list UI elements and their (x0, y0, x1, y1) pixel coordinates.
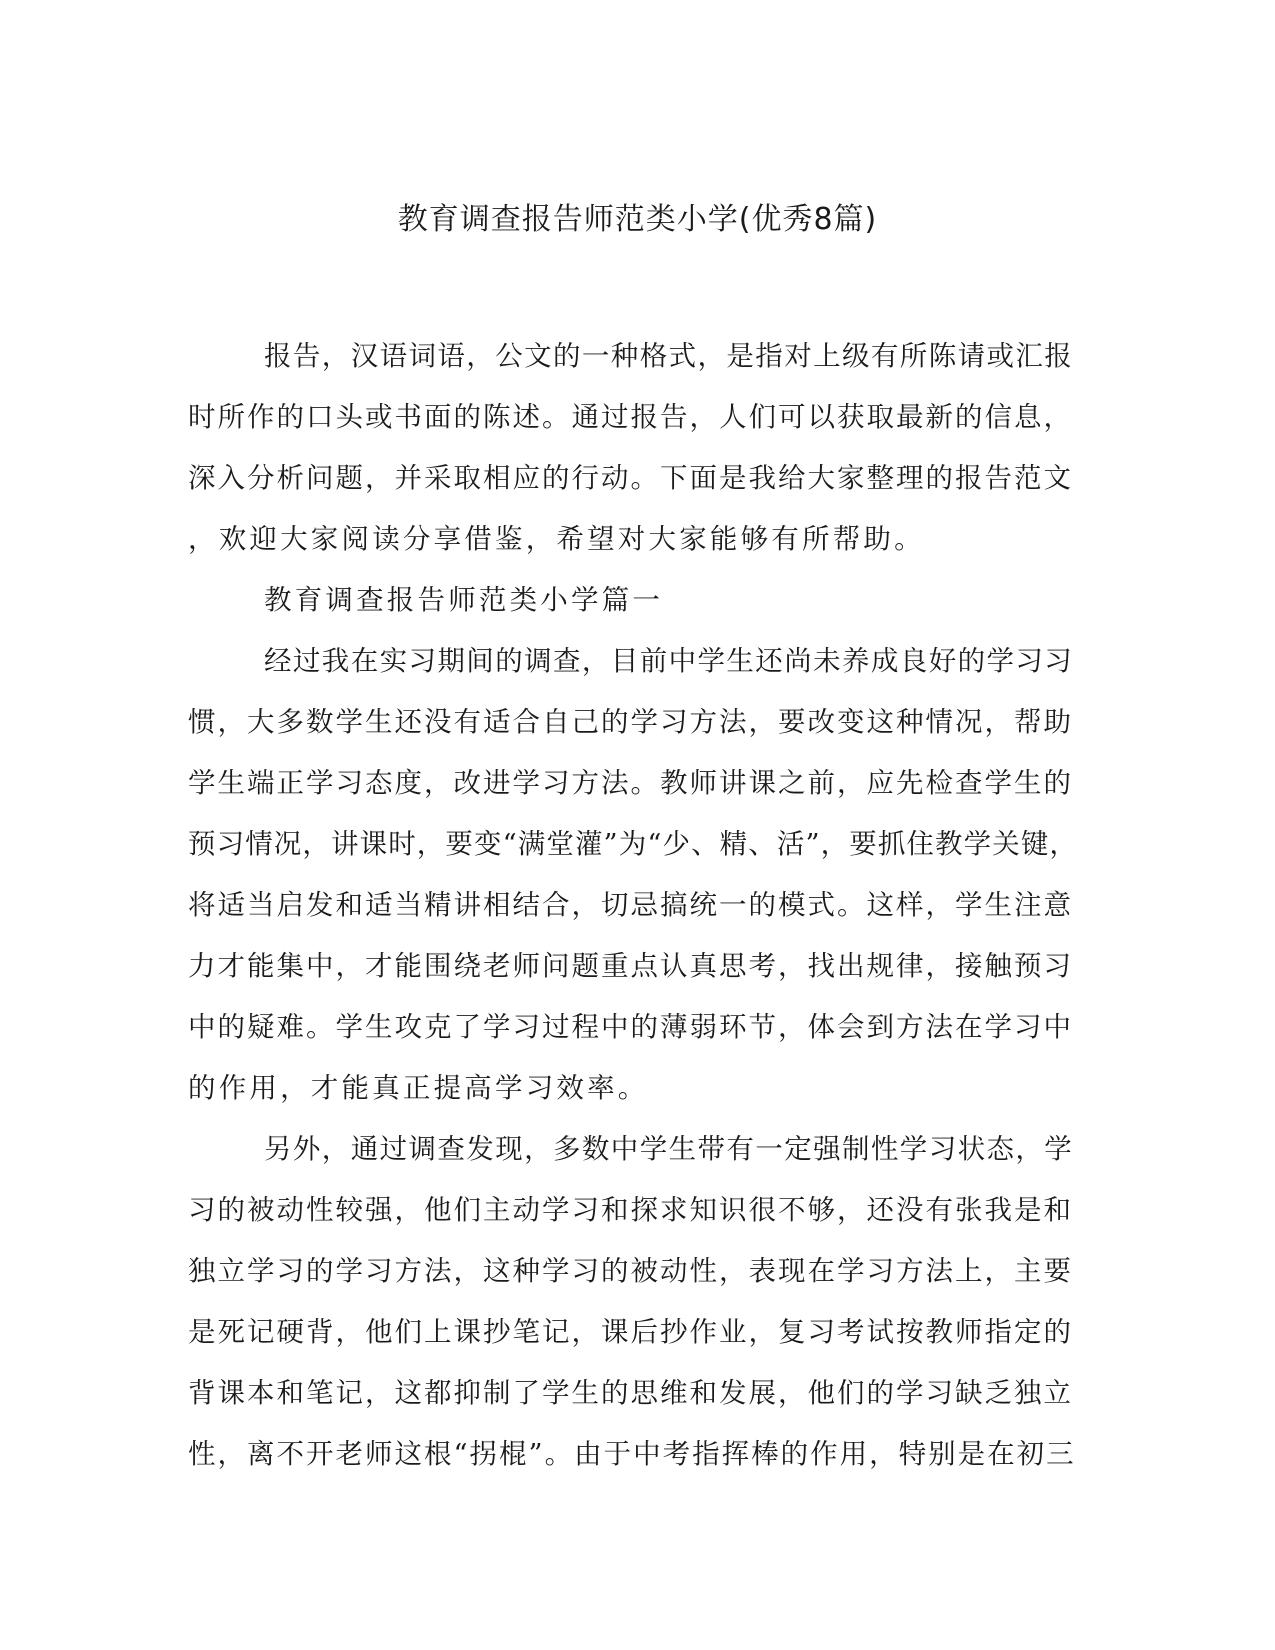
text-line: 是死记硬背，他们上课抄笔记，课后抄作业，复习考试按教师指定的 (188, 1316, 1073, 1348)
document-title: 教育调查报告师范类小学(优秀8篇) (397, 202, 878, 237)
text-line: 力才能集中，才能围绕老师问题重点认真思考，找出规律，接触预习 (188, 950, 1073, 982)
text-line: 性，离不开老师这根“拐棍”。由于中考指挥棒的作用，特别是在初三 (188, 1438, 1076, 1470)
text-line: 另外，通过调查发现，多数中学生带有一定强制性学习状态，学 (264, 1133, 1074, 1165)
text-line: ，欢迎大家阅读分享借鉴，希望对大家能够有所帮助。 (188, 523, 925, 555)
text-line: 教育调查报告师范类小学篇一 (264, 584, 664, 616)
text-line: 时所作的口头或书面的陈述。通过报告，人们可以获取最新的信息， (188, 401, 1073, 433)
text-line: 习的被动性较强，他们主动学习和探求知识很不够，还没有张我是和 (188, 1194, 1073, 1226)
text-line: 学生端正学习态度，改进学习方法。教师讲课之前，应先检查学生的 (188, 767, 1073, 799)
document-body (188, 326, 1081, 1485)
text-line: 独立学习的学习方法，这种学习的被动性，表现在学习方法上，主要 (188, 1255, 1073, 1287)
text-line: 惯，大多数学生还没有适合自己的学习方法，要改变这种情况，帮助 (188, 706, 1073, 738)
text-line: 预习情况，讲课时，要变“满堂灌”为“少、精、活”，要抓住教学关键， (188, 828, 1079, 860)
text-line: 深入分析问题，并采取相应的行动。下面是我给大家整理的报告范文 (188, 462, 1073, 494)
text-line: 经过我在实习期间的调查，目前中学生还尚未养成良好的学习习 (264, 645, 1074, 677)
text-line: 的作用，才能真正提高学习效率。 (188, 1072, 649, 1104)
text-line: 背课本和笔记，这都抑制了学生的思维和发展，他们的学习缺乏独立 (188, 1377, 1073, 1409)
text-line: 将适当启发和适当精讲相结合，切忌搞统一的模式。这样，学生注意 (188, 889, 1073, 921)
text-line: 报告，汉语词语，公文的一种格式，是指对上级有所陈请或汇报 (264, 340, 1074, 372)
text-line: 中的疑难。学生攻克了学习过程中的薄弱环节，体会到方法在学习中 (188, 1011, 1073, 1043)
